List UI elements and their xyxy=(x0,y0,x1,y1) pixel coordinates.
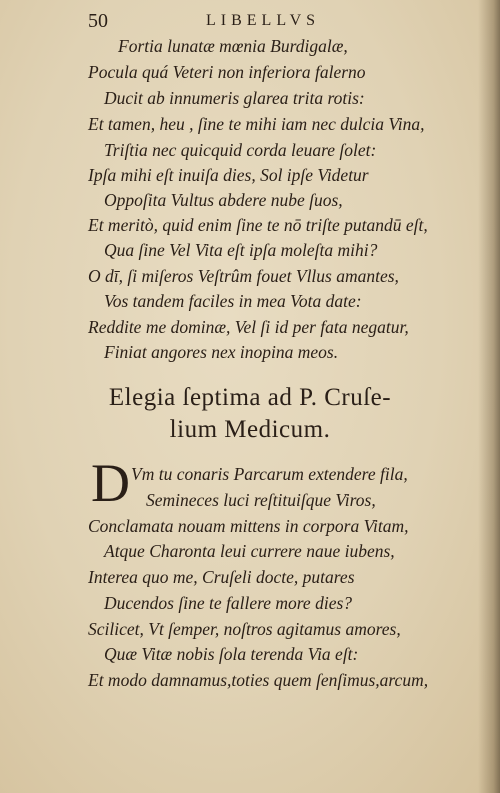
verse-line: Quæ Vitæ nobis ſola terenda Via eſt: xyxy=(104,644,359,664)
verse-line: Triſtia nec quicquid corda leuare ſolet: xyxy=(104,140,377,160)
verse-line: Et meritò, quid enim ſine te nō triſte putandū eſt, xyxy=(88,215,428,235)
verse-line: Pocula quá Veteri non inferiora falerno xyxy=(88,62,366,82)
title-line: lium Medicum. xyxy=(169,416,331,443)
verse-line: Semineces luci reſtituiſque Viros, xyxy=(146,490,376,510)
page-number: 50 xyxy=(88,10,108,32)
verse-line: Et modo damnamus,toties quem ſenſimus,arcum, xyxy=(88,670,429,690)
verse-line: Finiat angores nex inopina meos. xyxy=(104,342,339,362)
verse-line: Fortia lunatæ mœnia Burdigalæ, xyxy=(118,36,348,56)
verse-line: Scilicet, Vt ſemper, noſtros agitamus amores, xyxy=(88,619,401,639)
verse-line: Vm tu conaris Parcarum extendere fila, xyxy=(131,464,408,484)
verse-line: Vos tandem faciles in mea Vota date: xyxy=(104,291,362,311)
verse-line: Conclamata nouam mittens in corpora Vitam, xyxy=(88,516,409,536)
verse-line: Reddite me dominæ, Vel ſi id per fata negatur, xyxy=(88,317,409,337)
verse-line: Atque Charonta leui currere naue iubens, xyxy=(104,541,395,561)
running-head: LIBELLVS xyxy=(206,12,321,29)
verse-line: O dī, ſi miſeros Veſtrûm fouet Vllus amantes, xyxy=(88,266,399,286)
title-line: Elegia ſeptima ad P. Cruſe- xyxy=(108,384,392,411)
page-header xyxy=(88,10,428,34)
verse-line: Oppoſita Vultus abdere nube ſuos, xyxy=(104,190,343,210)
verse-line: Ducit ab innumeris glarea trita rotis: xyxy=(104,88,365,108)
verse-line: Interea quo me, Cruſeli docte, putares xyxy=(88,567,355,587)
drop-cap: D xyxy=(91,453,130,513)
verse-line: Qua ſine Vel Vita eſt ipſa moleſta mihi? xyxy=(104,240,378,260)
verse-line: Ducendos ſine te fallere more dies? xyxy=(104,593,353,613)
verse-line: Ipſa mihi eſt inuiſa dies, Sol ipſe Videtur xyxy=(88,165,369,185)
verse-line: Et tamen, heu , ſine te mihi iam nec dulcia Vina, xyxy=(88,114,425,134)
